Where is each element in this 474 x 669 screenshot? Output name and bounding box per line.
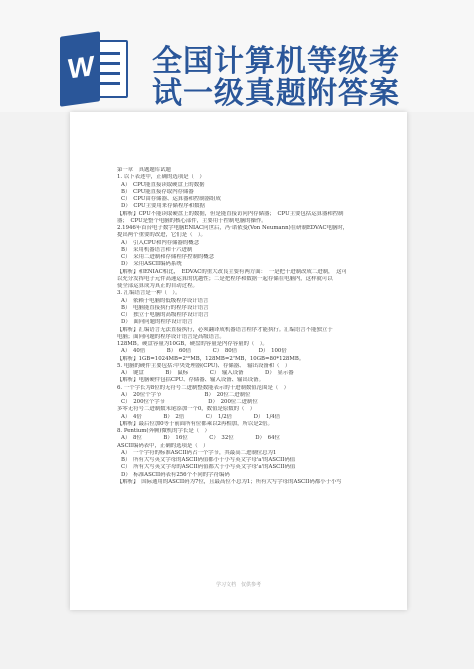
document-line: 器； CPU是整个电脑的核心部件，主要用于控制电脑的操作。 (117, 217, 267, 224)
document-line: A） 一个字符的标准ASCII码占一个字节，其最高二进制位总为1 (121, 449, 277, 456)
document-line: B） 所有大写英文字母的ASCII码值都小于小写英文字母'a'的ASCII码值 (121, 457, 296, 463)
document-line: 【解析】CPU不能读取硬盘上的数据，但是能直接访问内存储器； CPU主要包括运算器和控制 (117, 210, 344, 217)
document-line: A） 4倍 B） 2倍 C） 1/2倍 D） 1/4倍 (121, 413, 281, 420)
document-line: ASCII编码表中，正确的选项是（ ） (117, 442, 209, 449)
document-title-line-1: 全国计算机等级考 (152, 44, 400, 79)
document-line: A） 8位 B） 16位 C） 32位 D） 64位 (121, 435, 280, 442)
document-line: 【解析】电脑硬件包括CPU、存储器、输入设备、输出设备。 (117, 377, 264, 384)
document-line: 2.1946年首台电子数字电脑ENIAC问世后，冯·诺依曼(Von Neumann)在研制EDVAC电脑时， (117, 225, 349, 231)
word-icon (60, 34, 130, 106)
document-line: A） CPU能直接读取硬盘上的数据 (121, 181, 205, 188)
word-icon-letter: W (67, 50, 95, 85)
document-line: B） 采用机器语言和十六进制 (121, 246, 193, 253)
document-line: C） 采用二进制和存储程序控制的概念 (121, 254, 215, 260)
document-line: D） 采用ASCII编码系统 (121, 261, 182, 268)
document-line: 以充分发挥电子元件高速运算的优越性；二是把程序和数据一起存储在电脑内，这样就可以 (117, 275, 333, 282)
document-line: 提出两个重要的改进，它们是（ ）。 (117, 232, 206, 239)
document-line: B） 电脑能直接执行的程序设计语言 (121, 304, 209, 311)
document-line: A） 20位个字节 B） 20位二进制位 (121, 391, 251, 398)
document-line: A） 依赖于电脑的低级程序设计语言 (121, 297, 209, 304)
document-line: A） 键盘 B） 鼠标 C） 输入设备 D） 显示器 (121, 370, 294, 376)
document-line: C） 200位个字节 D） 200位二进制位 (121, 399, 258, 405)
document-line: 【解析】汇编语言无法直接执行，必须翻译成机器语言程序才能执行。汇编语言不能独立于 (117, 326, 333, 333)
document-line: B） CPU能直接存取内存储器 (121, 188, 194, 195)
header-banner (0, 0, 474, 112)
document-line: 5. 电脑的硬件主要包括:中央处理器(CPU)、存储器、 输出设备和（ ） (117, 362, 291, 369)
document-title-line-2: 试一级真题附答案 (152, 76, 400, 111)
document-line: D） 面向问题的程序设计语言 (121, 319, 193, 326)
document-line: A） 40倍 B） 60倍 C） 80倍 D） 100倍 (121, 348, 287, 355)
document-line: 多零无符号二进制数末尾添加一个0，数值是原数的（ ） (117, 406, 256, 413)
document-line: 【解析】 国际通用的ASCII码为7位，且最高位不总为1；所有大写字母的ASCII码都小于小写 (117, 478, 342, 485)
document-line: 128MB。硬盘容量为10GB，硬盘的容量是内存容量的（ ）。 (117, 341, 268, 347)
document-line: 第一章 真题题库试题 (117, 167, 171, 173)
document-page (70, 112, 407, 610)
document-line: C） 独立于电脑的高级程序设计语言 (121, 312, 209, 318)
document-line: A） 引入CPU和内存储器的概念 (121, 239, 200, 246)
document-line: C） CPU由存储器、运算器和控制器组成 (121, 196, 221, 202)
page-footer: 学习文档 仅供参考 (215, 582, 261, 588)
document-line: 【解析】和ENIAC相比， EDVAC的重大改良主要有两方面： 一是把十进制改成二进制， 这可 (117, 268, 347, 275)
document-line: 【解析】最后位加0等于前面所有位都乘以2再相加，所以是2倍。 (117, 420, 273, 427)
document-line: 3. 汇编语言是一种（ ）。 (117, 290, 181, 297)
document-body (117, 167, 377, 486)
document-line: C） 所有大写英文字母的ASCII码值都大于小写英文字母'a'的ASCII码值 (121, 464, 296, 471)
document-line: 【解析】1GB=1024MB=2¹⁰MB，128MB=2⁷MB，10GB=80*128MB。 (117, 355, 305, 362)
document-line: 1. 以下表述中，正确的选项是（ ） (117, 174, 205, 181)
word-icon-cover (60, 31, 100, 107)
document-line: D） CPU主要用来存储程序和数据 (121, 203, 205, 210)
document-line: 8. Pentium(奔腾)微机的字长是（ ） (117, 428, 210, 434)
document-line: D） 标准ASCII码表有256个不同的字符编码 (121, 471, 230, 478)
document-line: 电脑；面向问题的程序设计语言是高级语言。 (117, 333, 225, 340)
document-line: 6. 一个字长为8位的无符号二进制整数能表示的十进制数值范围是（ ） (117, 384, 290, 391)
document-line: 使全部运算成为真正的自动过程。 (117, 283, 198, 289)
